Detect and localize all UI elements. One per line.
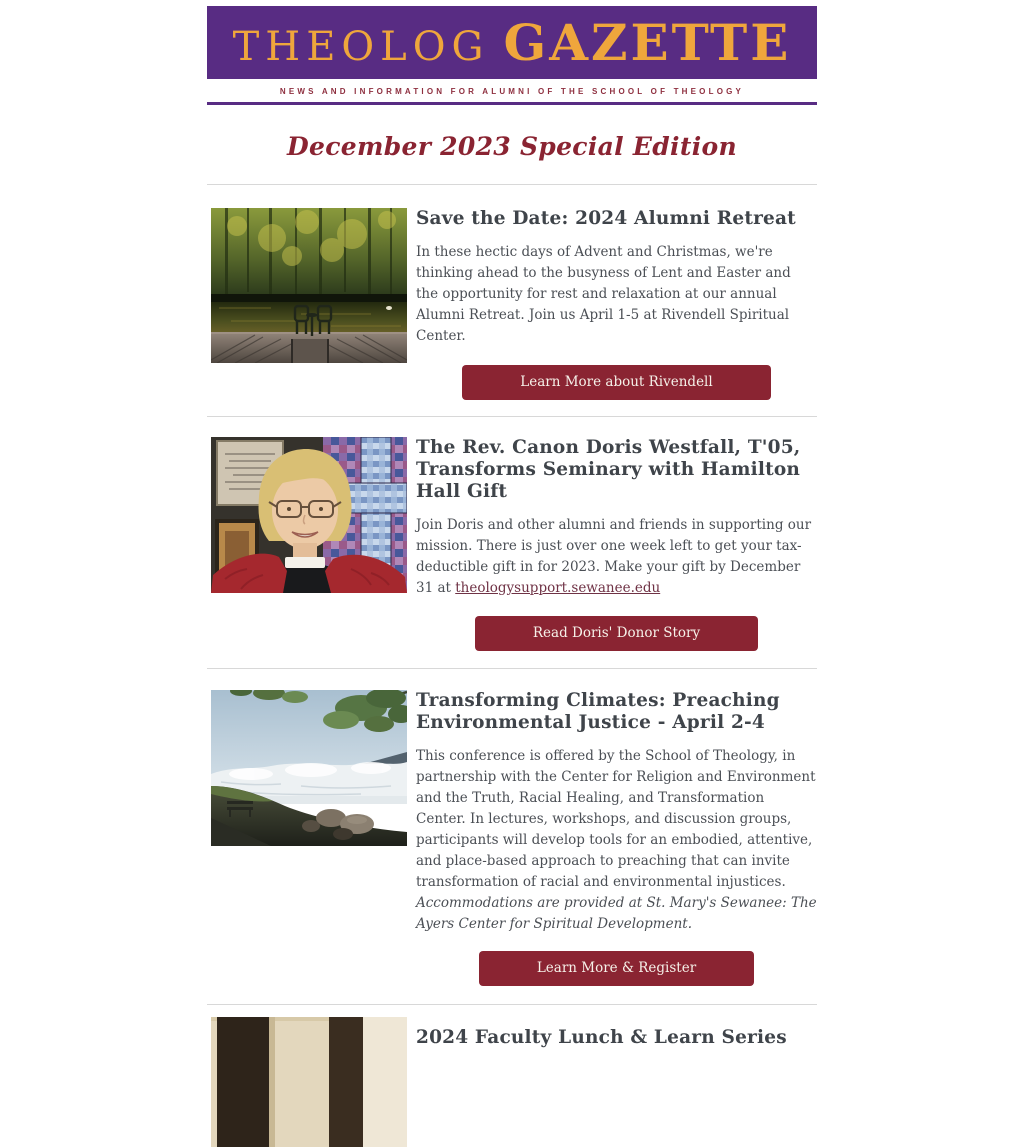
overlook-photo[interactable] [211, 690, 407, 846]
masthead-banner [207, 6, 817, 79]
article-title: Save the Date: 2024 Alumni Retreat [416, 208, 796, 229]
article-body-italic: Accommodations are provided at St. Mary's Sewanee: The Ayers Center for Spiritual Development. [416, 895, 817, 932]
article-title: The Rev. Canon Doris Westfall, T'05, Transforms Seminary with Hamilton Hall Gift [416, 437, 801, 502]
article-doris-gift [207, 417, 817, 668]
article-title: Transforming Climates: Preaching Environmental Justice - April 2-4 [416, 690, 780, 733]
masthead-rule [207, 102, 817, 105]
article-body: This conference is offered by the School of Theology, in partnership with the Center for Religion and Environment and the Truth, Racial Healing, and Transformation Center. In lectures, workshops, and discussion groups, participants will develop tools for an embodied, attentive, and place-based approach to preaching that can invite transformation of racial and environmental injustices. Accommodations are provided at St. Mary's Sewanee: The Ayers Center for Spiritual Development. [416, 748, 817, 932]
gazette-logo [232, 12, 792, 72]
masthead-tagline: NEWS AND INFORMATION FOR ALUMNI OF THE SCHOOL OF THEOLOGY [279, 87, 745, 96]
article-alumni-retreat [207, 185, 817, 416]
logo-word-gazette: GAZETTE [503, 12, 792, 72]
doris-portrait-photo[interactable] [211, 437, 407, 593]
retreat-pond-photo[interactable] [211, 208, 407, 363]
newsletter [207, 6, 817, 1147]
edition-title: December 2023 Special Edition [287, 132, 737, 161]
article-lunch-learn [207, 1005, 817, 1147]
logo-word-theolog: THEOLOG [232, 23, 490, 70]
article-body: In these hectic days of Advent and Christmas, we're thinking ahead to the busyness of Lent and Easter and the opportunity for rest and relaxation at our annual Alumni Retreat. Join us April 1-5 at Rivendell Spiritual Center. [416, 244, 791, 344]
theology-support-link[interactable]: theologysupport.sewanee.edu [455, 580, 661, 596]
article-transforming-climates [207, 669, 817, 1004]
interior-photo[interactable] [211, 1017, 407, 1147]
learn-more-rivendell-button[interactable]: Learn More about Rivendell [462, 365, 770, 400]
article-title: 2024 Faculty Lunch & Learn Series [416, 1027, 787, 1048]
learn-more-register-button[interactable]: Learn More & Register [479, 951, 754, 986]
read-donor-story-button[interactable]: Read Doris' Donor Story [475, 616, 758, 651]
article-body: Join Doris and other alumni and friends in supporting our mission. There is just over one week left to get your tax-deductible gift in for 2023. Make your gift by December 31 at theologysupport.sewanee.edu [416, 517, 812, 596]
